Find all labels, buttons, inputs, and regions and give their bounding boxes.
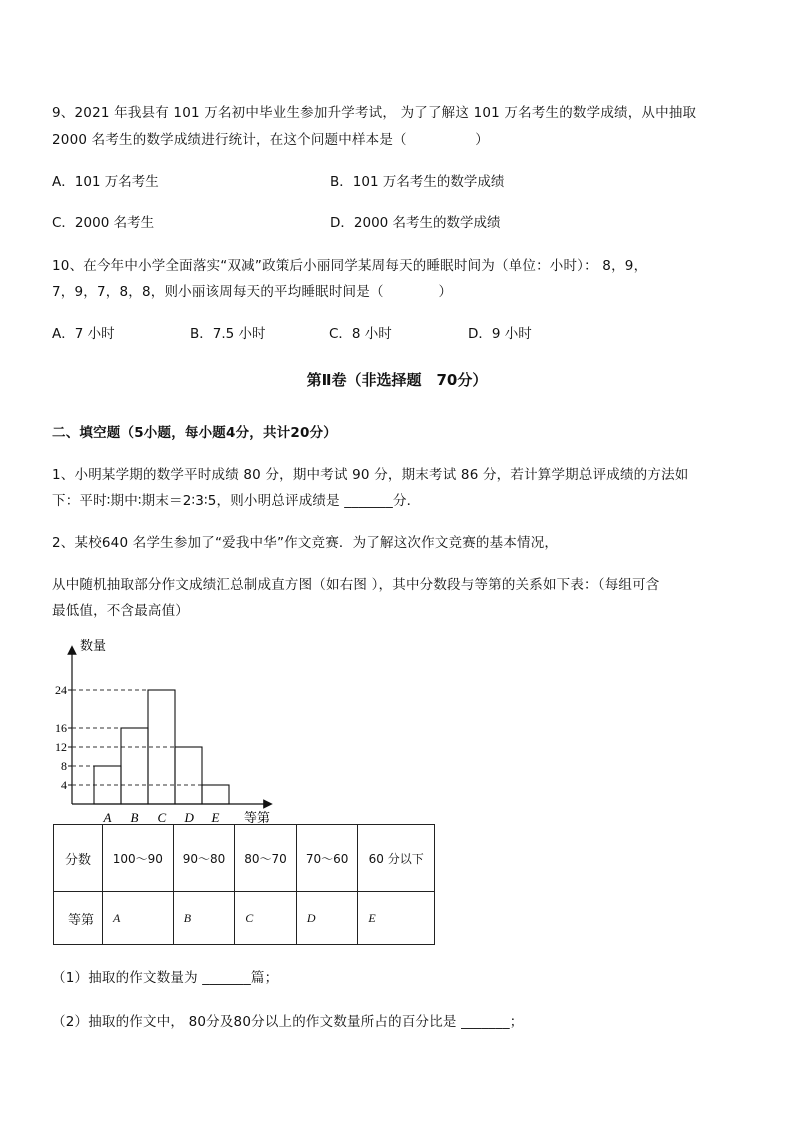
x-tick-label: A <box>103 810 112 824</box>
section2-title: 二、填空题（5小题，每小题4分，共计20分） <box>52 425 337 441</box>
table-cell: 70～60 <box>296 825 358 892</box>
table-row <box>54 892 435 945</box>
x-tick-label: C <box>157 810 167 824</box>
histogram-chart <box>50 632 290 824</box>
grade-table <box>53 824 435 945</box>
x-tick-label: B <box>130 810 139 824</box>
table-cell: 90～80 <box>173 825 235 892</box>
q9-option-b: B．101 万名考生的数学成绩 <box>330 174 505 190</box>
fq2-sub2: （2）抽取的作文中， 80分及80分以上的作文数量所占的百分比是 _______； <box>52 1014 524 1030</box>
q10-option-c: C．8 小时 <box>329 326 392 342</box>
histogram-bar <box>175 747 202 804</box>
table-row <box>54 825 435 892</box>
q9-text-line1: 9、2021 年我县有 101 万名初中毕业生参加升学考试， 为了了解这 101 万名考生的数学成绩，从中抽取 <box>52 105 697 121</box>
x-tick-label: D <box>184 810 194 824</box>
q10-option-d: D．9 小时 <box>468 326 532 342</box>
fq1-text-line1: 1、小明某学期的数学平时成绩 80 分，期中考试 90 分，期末考试 86 分，若计算学期总评成绩的方法如 <box>52 467 689 483</box>
table-cell: 等第 <box>54 892 103 945</box>
table-cell: D <box>296 892 358 945</box>
table-cell: 60 分以下 <box>358 825 435 892</box>
histogram-bar <box>202 785 229 804</box>
table-cell: A <box>102 892 173 945</box>
fq2-sub1: （1）抽取的作文数量为 _______篇； <box>52 970 279 986</box>
q9-option-a: A．101 万名考生 <box>52 174 159 190</box>
histogram-bar <box>121 728 148 804</box>
q9-option-d: D．2000 名考生的数学成绩 <box>330 215 501 231</box>
q9-text-line2: 2000 名考生的数学成绩进行统计，在这个问题中样本是（ ） <box>52 132 489 148</box>
table-cell: B <box>173 892 235 945</box>
fq2-text-line2: 从中随机抽取部分作文成绩汇总制成直方图（如右图 ），其中分数段与等第的关系如下表：（每组可含 <box>52 577 660 593</box>
fq1-text-line2: 下：平时∶期中∶期末＝2∶3∶5，则小明总评成绩是 _______分． <box>52 493 421 509</box>
q10-option-a: A．7 小时 <box>52 326 115 342</box>
y-tick-label: 24 <box>55 683 67 697</box>
table-cell: E <box>358 892 435 945</box>
table-cell: 80～70 <box>235 825 297 892</box>
y-tick-label: 16 <box>55 721 67 735</box>
y-tick-label: 12 <box>55 740 67 754</box>
fq2-text-line1: 2、某校640 名学生参加了“爱我中华”作文竞赛．为了解这次作文竞赛的基本情况， <box>52 535 559 551</box>
x-tick-label: E <box>211 810 220 824</box>
fq2-text-line3: 最低值，不含最高值） <box>52 603 189 619</box>
q10-text-line1: 10、在今年中小学全面落实“双减”政策后小丽同学某周每天的睡眠时间为（单位：小时）： 8，9， <box>52 258 648 274</box>
y-tick-label: 4 <box>61 778 67 792</box>
x-axis-label: 等第 <box>244 811 271 824</box>
table-cell: C <box>235 892 297 945</box>
y-axis-label: 数量 <box>80 639 107 654</box>
table-cell: 分数 <box>54 825 103 892</box>
q9-option-c: C．2000 名考生 <box>52 215 155 231</box>
y-tick-label: 8 <box>61 759 67 773</box>
q10-text-line2: 7，9，7，8，8，则小丽该周每天的平均睡眠时间是（ ） <box>52 284 453 300</box>
q10-option-b: B．7.5 小时 <box>190 326 266 342</box>
part2-title: 第Ⅱ卷（非选择题 70分） <box>306 371 488 389</box>
table-cell: 100～90 <box>102 825 173 892</box>
